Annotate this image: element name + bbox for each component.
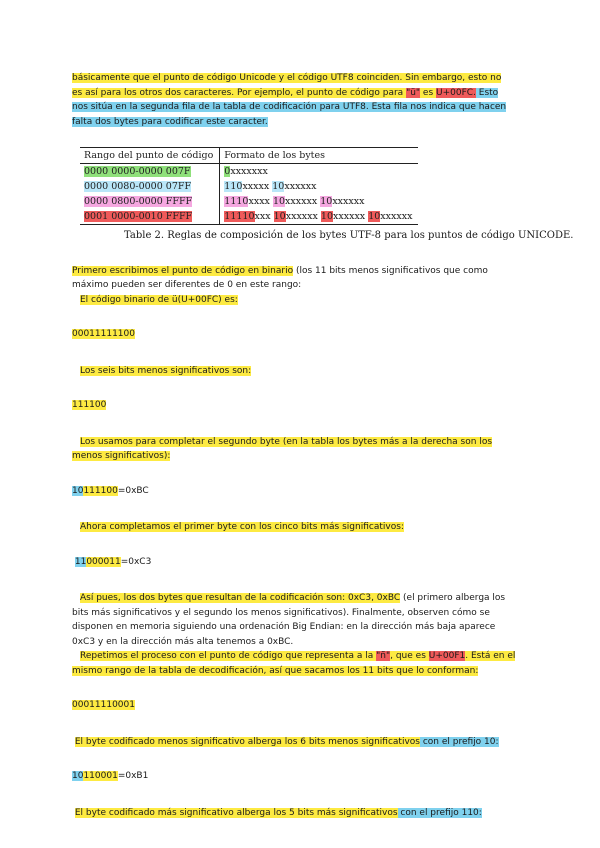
payload: xxxxxx <box>284 180 317 192</box>
intro-line-4: falta dos bytes para codificar este caracter. <box>72 116 268 127</box>
table-header-format: Formato de los bytes <box>220 148 419 164</box>
prefix: 10 <box>272 195 286 207</box>
second-byte-line-1: Los usamos para completar el segundo byte (en la tabla los bytes más a la derecha son los <box>80 436 493 447</box>
table-caption: Table 2. Reglas de composición de los bytes UTF-8 para los puntos de código UNICODE. <box>124 230 574 241</box>
payload: xxxxxx <box>380 210 413 222</box>
step-first-byte: Ahora completamos el primer byte con los cinco bits más significativos: <box>80 522 404 532</box>
byte-prefix: 10 <box>72 485 84 496</box>
binary-value-1: 00011111100 <box>72 329 135 339</box>
binary-value-2: 111100 <box>72 400 107 410</box>
utf8-table <box>80 147 418 225</box>
table-row <box>80 194 418 209</box>
table-row <box>80 164 418 180</box>
table-header-range: Rango del punto de código <box>80 148 220 164</box>
range-cell: 0000 0080-0000 07FF <box>84 180 192 192</box>
binary-intro-line-3: El código binario de ü(U+00FC) es: <box>80 294 238 305</box>
second-byte-line-2: menos significativos): <box>72 451 171 461</box>
intro-line-3: nos sitúa en la segunda fila de la tabla de codificación para UTF8. Esta fila nos indica que hacen <box>72 102 507 112</box>
binary-intro-b: (los 11 bits menos significativos que como <box>293 265 488 276</box>
codepoint-u00fc: U+00FC. <box>436 87 476 98</box>
prefix: 10 <box>273 210 286 222</box>
byte-prefix: 11 <box>74 556 87 567</box>
step-six-bits: Los seis bits menos significativos son: <box>80 365 252 376</box>
binary-value-3: 00011110001 <box>72 700 135 710</box>
range-cell: 0000 0000-0000 007F <box>84 165 191 177</box>
high-byte-prefix-text: con el prefijo 110: <box>397 807 482 818</box>
low-byte-text: El byte codificado menos significativo alberga los 6 bits menos significativos <box>74 736 420 747</box>
high-byte-text: El byte codificado más significativo alberga los 5 bits más significativos <box>74 807 398 818</box>
payload: xxxxxxx <box>230 165 268 177</box>
intro-line-2b: es <box>420 87 436 98</box>
intro-line-1: básicamente que el punto de código Unicode y el código UTF8 coinciden. Sin embargo, esto no <box>72 73 502 83</box>
payload: xxxxxx <box>285 210 318 222</box>
prefix: 10 <box>368 210 381 222</box>
payload: xxxxx <box>242 180 270 192</box>
prefix: 11110 <box>224 210 255 222</box>
paragraph-second-byte <box>72 435 532 464</box>
repeat-line-1a: Repetimos el proceso con el punto de código que representa a la <box>80 651 377 661</box>
result-line-3: disponen en memoria siguiendo una ordenación Big Endian: en la dirección más baja aparece <box>72 622 496 632</box>
table-row <box>80 179 418 194</box>
result-line-1b: (el primero alberga los <box>400 593 506 603</box>
prefix: 110 <box>224 180 243 192</box>
prefix: 10 <box>272 180 285 192</box>
range-cell: 0000 0800-0000 FFFF <box>84 195 193 207</box>
payload: xxxxxx <box>333 210 366 222</box>
payload: xxxx <box>248 195 270 207</box>
low-byte-prefix-text: con el prefijo 10: <box>419 736 499 747</box>
paragraph-result <box>72 591 532 649</box>
codepoint-u00f1: U+00F1 <box>428 651 466 661</box>
prefix: 1110 <box>224 195 249 207</box>
repeat-line-1c: . Está en el <box>465 651 516 661</box>
char-n-tilde: "ñ" <box>376 651 391 661</box>
range-cell: 0001 0000-0010 FFFF <box>84 210 193 222</box>
repeat-line-2: mismo rango de la tabla de decodificación, así que sacamos los 11 bits que lo conforman: <box>72 665 479 676</box>
binary-intro-a: Primero escribimos el punto de código en binario <box>72 265 294 276</box>
byte-hex-value: =0xB1 <box>117 771 149 781</box>
paragraph-binary-intro <box>72 264 532 308</box>
byte-hex-value: =0xBC <box>117 485 149 496</box>
byte-bits: 000011 <box>86 556 121 567</box>
byte-hex-value: =0xC3 <box>120 556 152 567</box>
char-u-umlaut: "ü" <box>406 87 421 98</box>
payload: xxx <box>254 210 271 222</box>
result-line-2: bits más significativos y el segundo los menos significativos). Finalmente, observen cómo se <box>72 607 490 618</box>
paragraph-intro <box>72 71 532 129</box>
byte-prefix: 10 <box>72 771 84 781</box>
intro-line-2c: Esto <box>475 87 499 98</box>
prefix: 10 <box>320 210 334 222</box>
paragraph-repeat <box>72 649 532 678</box>
result-line-4: 0xC3 y en la dirección más alta tenemos a 0xBC. <box>72 636 294 647</box>
binary-intro-line-2: máximo pueden ser diferentes de 0 en este rango: <box>72 280 302 290</box>
byte-bits: 110001 <box>83 771 118 781</box>
repeat-line-1b: , que es <box>390 651 429 661</box>
result-line-1a: Así pues, los dos bytes que resultan de la codificación son: 0xC3, 0xBC <box>80 593 401 603</box>
payload: xxxxxx <box>332 195 365 207</box>
byte-bits: 111100 <box>83 485 118 496</box>
intro-line-2a: es así para los otros dos caracteres. Por ejemplo, el punto de código para <box>72 87 407 98</box>
table-row <box>80 209 418 225</box>
payload: xxxxxx <box>285 195 318 207</box>
document-page <box>72 71 574 820</box>
prefix: 10 <box>320 195 333 207</box>
prefix: 0 <box>224 165 231 177</box>
